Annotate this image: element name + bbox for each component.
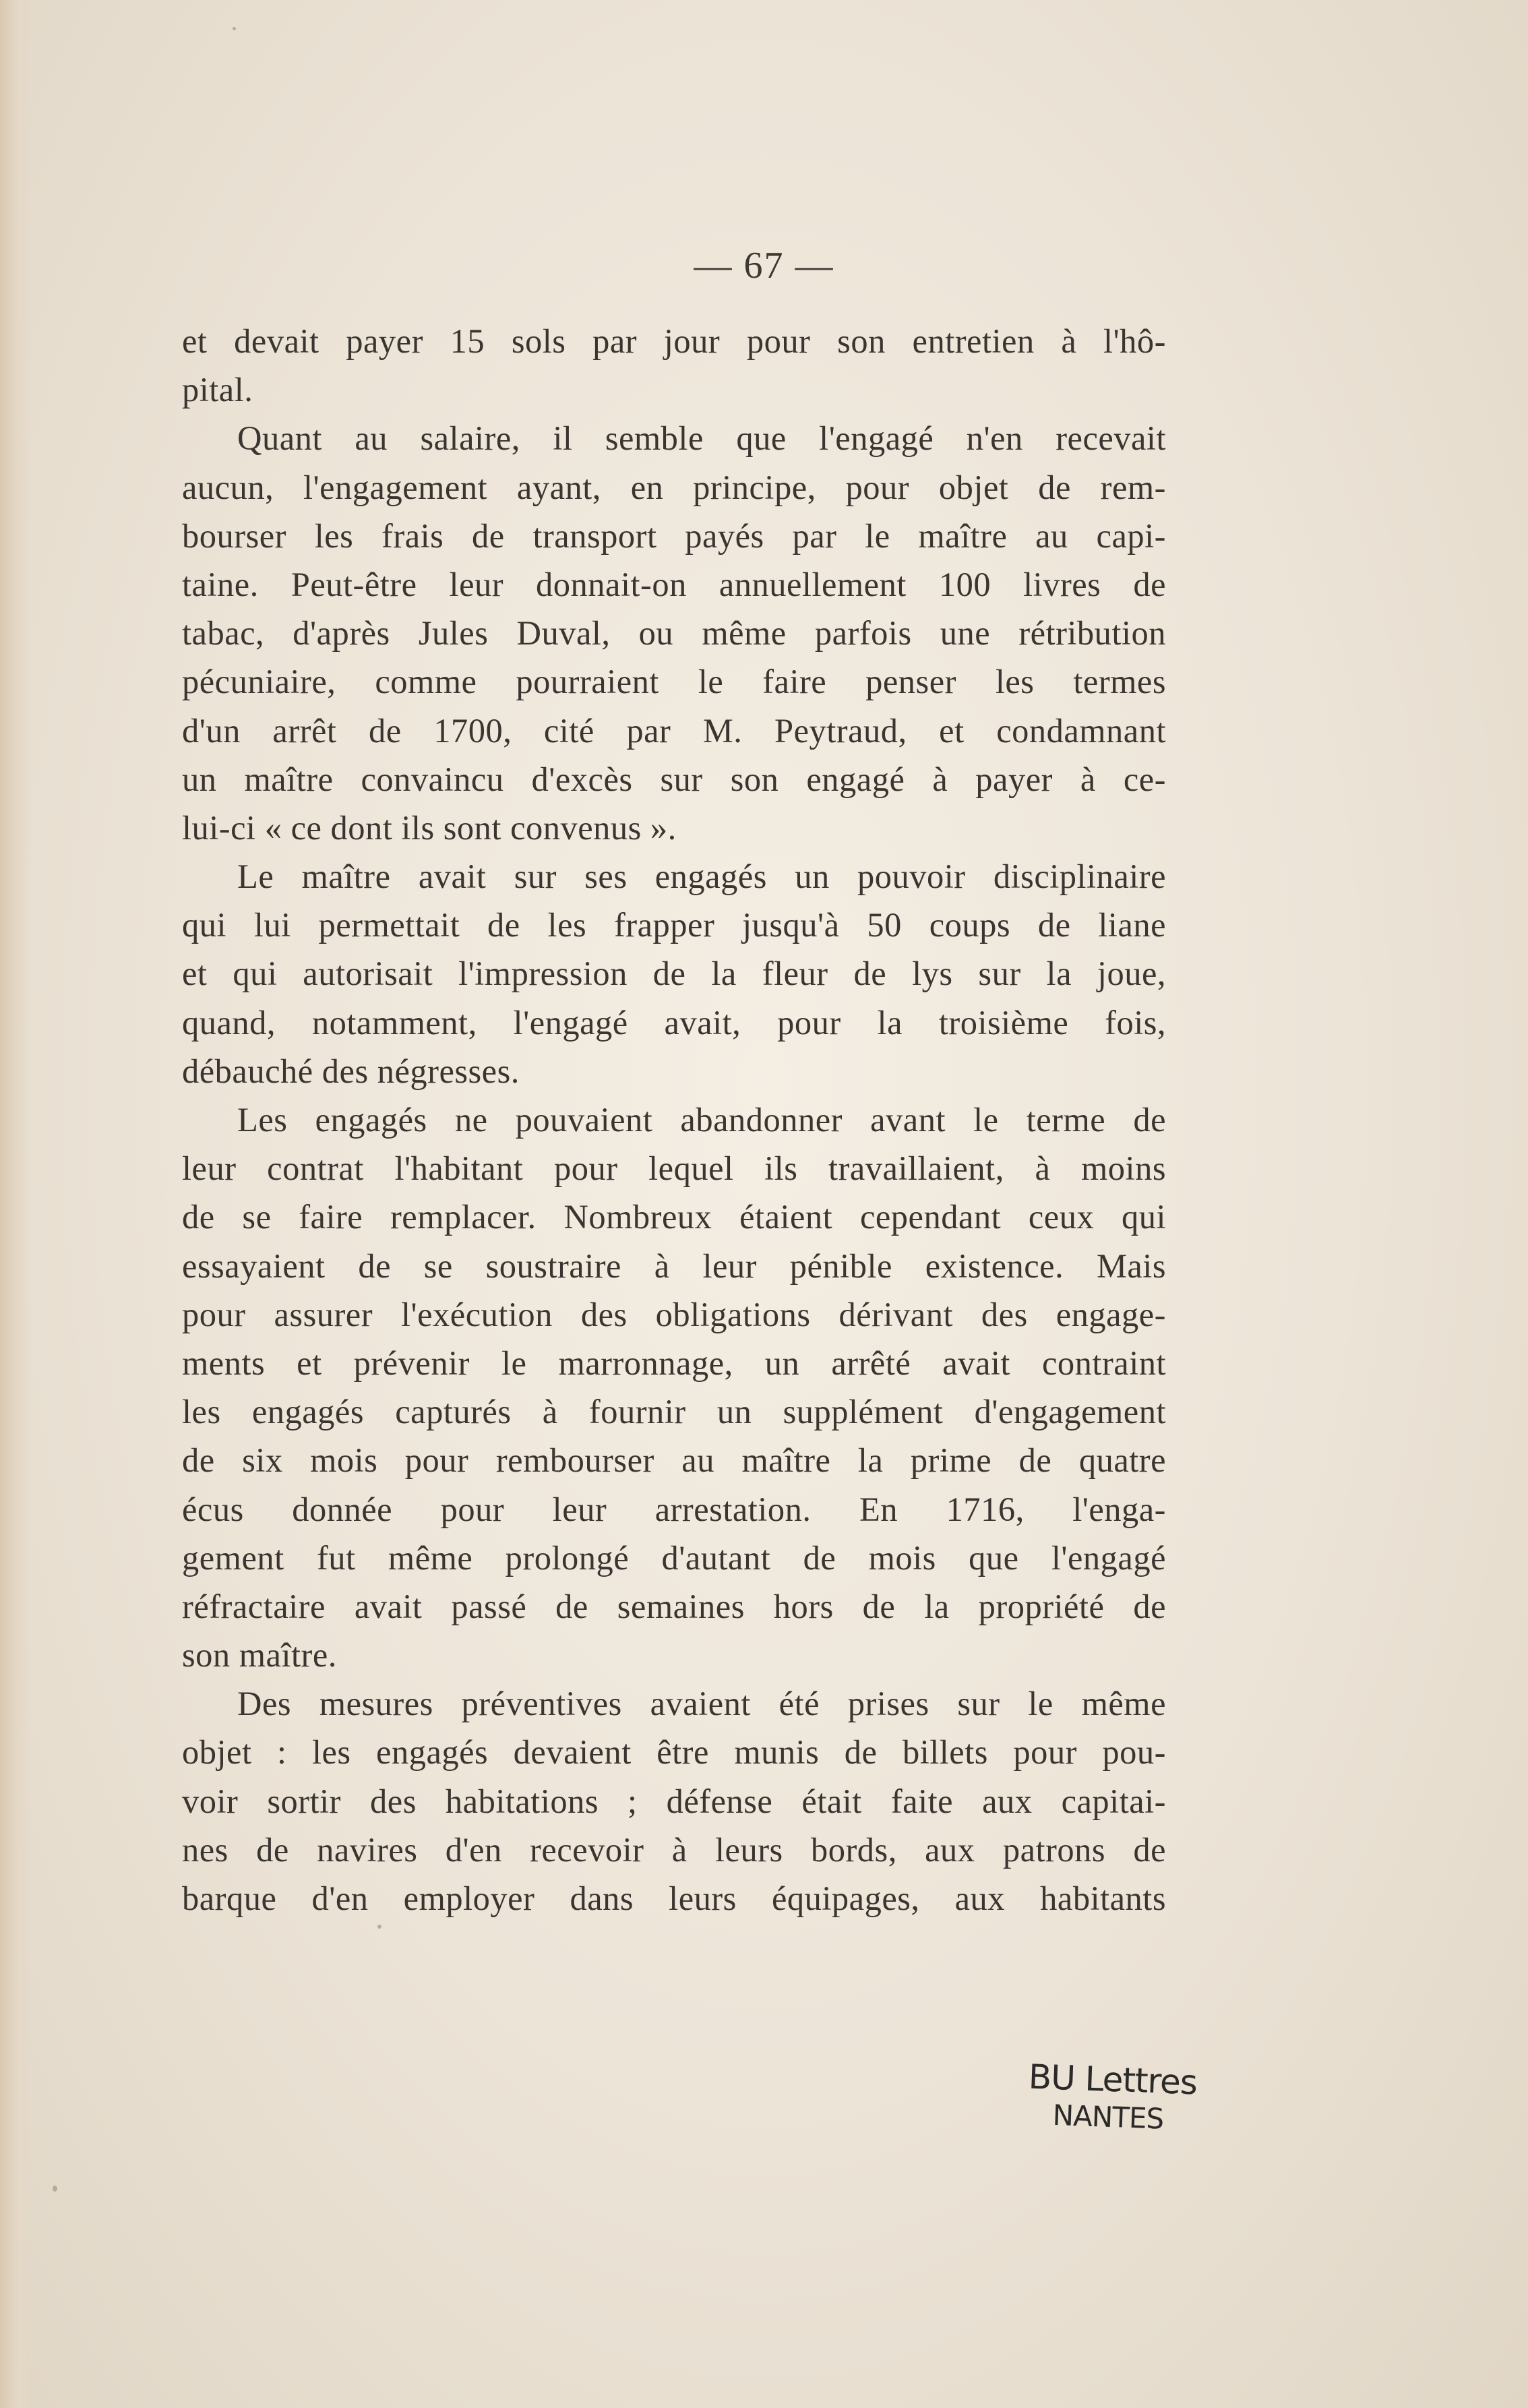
- text-line: leur contrat l'habitant pour lequel ils travaillaient, à moins: [182, 1149, 1166, 1188]
- stamp-line-library: BU Lettres: [1027, 2057, 1198, 2103]
- library-stamp: [1010, 2056, 1215, 2138]
- text-line: d'un arrêt de 1700, cité par M. Peytraud, et condamnant: [182, 711, 1166, 750]
- text-line: Le maître avait sur ses engagés un pouvoir disciplinaire: [237, 857, 1166, 896]
- text-line: voir sortir des habitations ; défense était faite aux capitai-: [182, 1782, 1166, 1820]
- text-line: un maître convaincu d'excès sur son engagé à payer à ce-: [182, 760, 1166, 798]
- paper-speck: [53, 2186, 57, 2192]
- body-text: [182, 317, 1166, 1923]
- text-line: aucun, l'engagement ayant, en principe, pour objet de rem-: [182, 468, 1166, 506]
- text-line: pital.: [182, 371, 253, 409]
- text-line: Des mesures préventives avaient été prises sur le même: [237, 1685, 1166, 1723]
- text-line: lui-ci « ce dont ils sont convenus ».: [182, 808, 677, 847]
- text-line: gement fut même prolongé d'autant de mois que l'engagé: [182, 1538, 1166, 1577]
- page-binding-edge: [0, 0, 31, 2408]
- text-line: essayaient de se soustraire à leur pénible existence. Mais: [182, 1246, 1166, 1285]
- text-line: les engagés capturés à fournir un supplément d'engagement: [182, 1393, 1166, 1431]
- text-line: nes de navires d'en recevoir à leurs bords, aux patrons de: [182, 1830, 1166, 1869]
- text-line: réfractaire avait passé de semaines hors de la propriété de: [182, 1587, 1166, 1625]
- text-line: Les engagés ne pouvaient abandonner avant le terme de: [237, 1101, 1166, 1139]
- text-line: de se faire remplacer. Nombreux étaient cependant ceux qui: [182, 1198, 1166, 1236]
- text-line: taine. Peut-être leur donnait-on annuellement 100 livres de: [182, 565, 1166, 603]
- text-line: de six mois pour rembourser au maître la prime de quatre: [182, 1441, 1166, 1480]
- text-line: écus donnée pour leur arrestation. En 1716, l'enga-: [182, 1490, 1166, 1528]
- text-line: ments et prévenir le marronnage, un arrêté avait contraint: [182, 1344, 1166, 1382]
- text-line: bourser les frais de transport payés par le maître au capi-: [182, 516, 1166, 555]
- paper-speck: [233, 27, 236, 30]
- text-line: et devait payer 15 sols par jour pour son entretien à l'hô-: [182, 322, 1166, 360]
- text-line: barque d'en employer dans leurs équipages, aux habitants: [182, 1879, 1166, 1917]
- paper-speck: [377, 1925, 381, 1929]
- stamp-line-city: NANTES: [1051, 2098, 1164, 2136]
- text-line: qui lui permettait de les frapper jusqu'à 50 coups de liane: [182, 906, 1166, 944]
- page-number: — 67 —: [694, 245, 834, 287]
- text-line: quand, notamment, l'engagé avait, pour la troisième fois,: [182, 1003, 1166, 1042]
- text-line: pécuniaire, comme pourraient le faire penser les termes: [182, 663, 1166, 701]
- text-line: tabac, d'après Jules Duval, ou même parfois une rétribution: [182, 614, 1166, 653]
- text-line: Quant au salaire, il semble que l'engagé n'en recevait: [237, 419, 1166, 458]
- text-line: objet : les engagés devaient être munis de billets pour pou-: [182, 1733, 1166, 1772]
- text-line: pour assurer l'exécution des obligations dérivant des engage-: [182, 1295, 1166, 1333]
- text-line: débauché des négresses.: [182, 1052, 520, 1090]
- text-line: son maître.: [182, 1636, 337, 1675]
- text-line: et qui autorisait l'impression de la fleur de lys sur la joue,: [182, 955, 1166, 993]
